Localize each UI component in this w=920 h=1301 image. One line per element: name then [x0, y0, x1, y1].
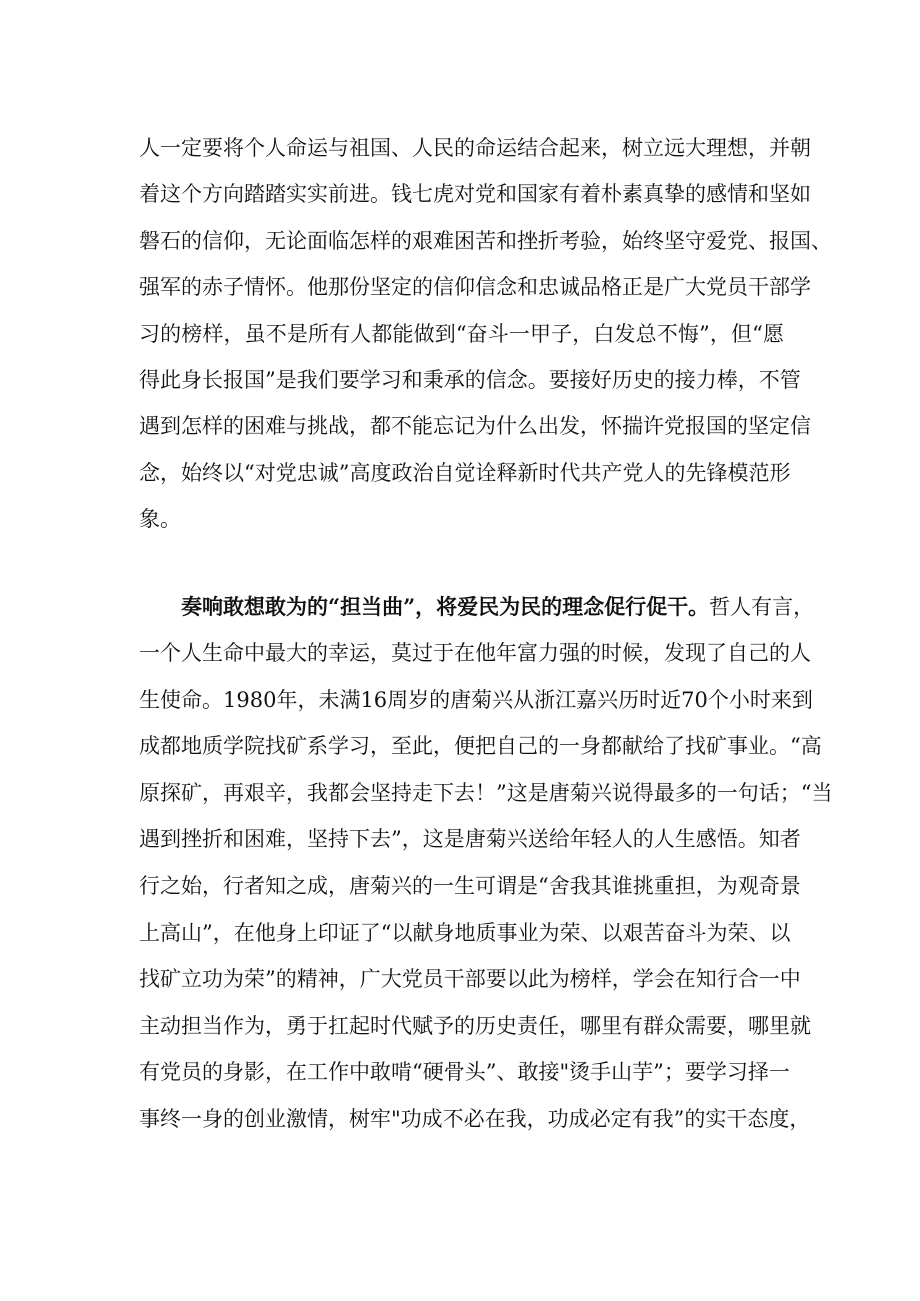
text-line: 找矿立功为荣”的精神，广大党员干部要以此为榜样，学会在知行合一中 — [139, 967, 801, 991]
text-line: 着这个方向踏踏实实前进。钱七虎对党和国家有着朴素真挚的感情和坚如 — [139, 182, 811, 206]
text-line: 事终一身的创业激情，树牢"功成不必在我，功成必定有我”的实干态度， — [139, 1107, 811, 1131]
text-line: 遇到怎样的困难与挑战，都不能忘记为什么出发，怀揣许党报国的坚定信 — [139, 414, 811, 438]
text-line: 念，始终以“对党忠诚”高度政治自觉诠释新时代共产党人的先锋模范形 — [139, 461, 791, 485]
paragraph-heading: 奏响敢想敢为的“担当曲”，将爱民为民的理念促行促干。 — [181, 594, 710, 619]
text-line: 行之始，行者知之成，唐菊兴的一生可谓是“舍我其谁挑重担，为观奇景 — [139, 874, 801, 898]
text-line: 一个人生命中最大的幸运，莫过于在他年富力强的时候，发现了自己的人 — [139, 641, 811, 665]
paragraph-heading-line — [181, 592, 815, 622]
text-line: 象。 — [139, 507, 181, 531]
text-line: 遇到挫折和困难，坚持下去”，这是唐菊兴送给年轻人的人生感悟。知者 — [139, 827, 801, 851]
text-line: 强军的赤子情怀。他那份坚定的信仰信念和忠诚品格正是广大党员干部学 — [139, 275, 811, 299]
text-line: 成都地质学院找矿系学习，至此，便把自己的一身都献给了找矿事业。“高 — [139, 734, 822, 758]
text-line: 人一定要将个人命运与祖国、人民的命运结合起来，树立远大理想，并朝 — [139, 136, 811, 160]
text-line: 有党员的身影，在工作中敢啃“硬骨头”、敢接"烫手山芋”；要学习择一 — [139, 1060, 790, 1084]
text-line: 原探矿，再艰辛，我都会坚持走下去！”这是唐菊兴说得最多的一句话；“当 — [139, 781, 833, 805]
heading-line-rest: 哲人有言， — [709, 595, 815, 619]
text-line: 上高山”，在他身上印证了“以献身地质事业为荣、以艰苦奋斗为荣、以 — [139, 921, 791, 945]
text-line: 得此身长报国”是我们要学习和秉承的信念。要接好历史的接力棒，不管 — [139, 368, 801, 392]
text-line: 生使命。1980年，未满16周岁的唐菊兴从浙江嘉兴历时近70个小时来到 — [139, 688, 813, 712]
text-line: 主动担当作为，勇于扛起时代赋予的历史责任，哪里有群众需要，哪里就 — [139, 1014, 811, 1038]
text-line: 磐石的信仰，无论面临怎样的艰难困苦和挫折考验，始终坚守爱党、报国、 — [139, 229, 832, 253]
text-line: 习的榜样，虽不是所有人都能做到“奋斗一甲子，白发总不悔”，但“愿 — [139, 322, 784, 346]
